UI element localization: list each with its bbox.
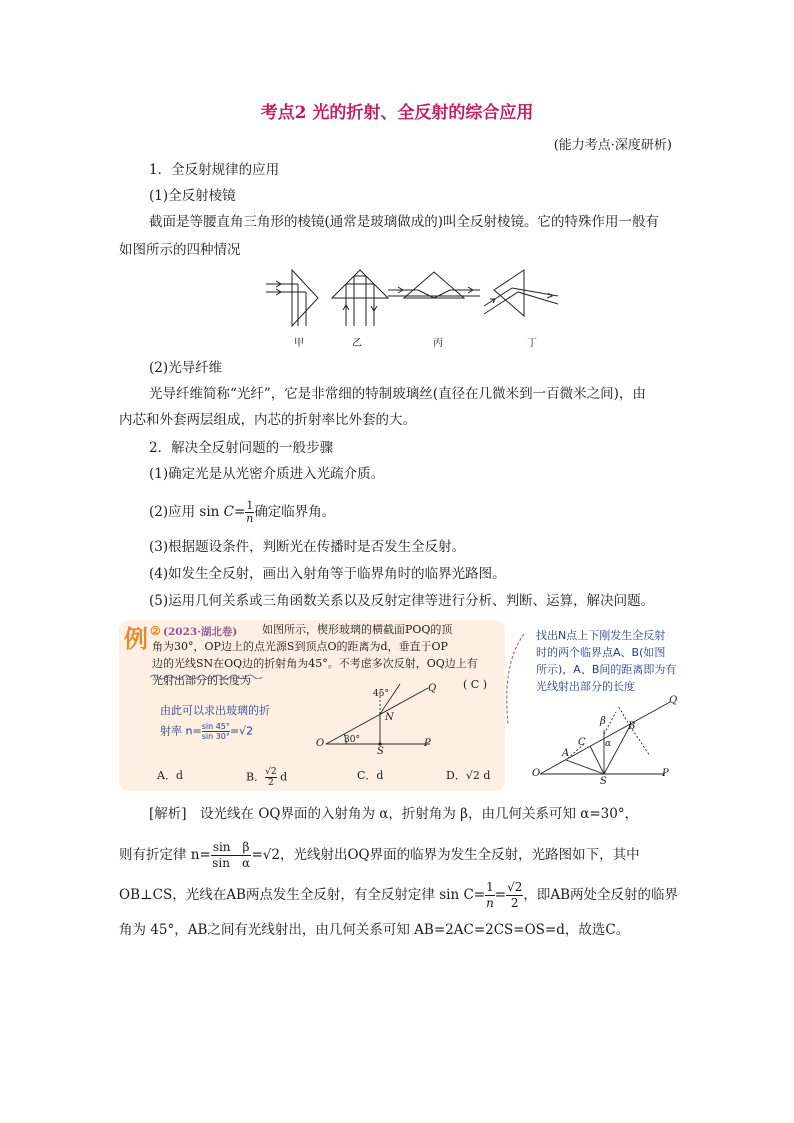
- paragraph-1-line-2: 如图所示的四种情况: [119, 242, 241, 258]
- step-1: (1)确定光是从光密介质进入光疏介质。: [149, 466, 385, 482]
- step-2-fraction: [245, 500, 254, 525]
- example-line-1: 如图所示，楔形玻璃的横截面POQ的顶: [262, 623, 453, 636]
- example-label-s: S: [377, 746, 384, 757]
- option-b-label: B．: [246, 770, 266, 784]
- annotation-connector: [498, 630, 528, 730]
- solution-line-2-fraction: [211, 840, 252, 871]
- step-2-prefix: (2)应用 sin: [149, 504, 224, 520]
- example-answer: ( C ): [463, 678, 487, 691]
- example-source: (2023·湖北卷): [163, 626, 238, 638]
- example-underline-wavy: [150, 665, 490, 679]
- step-5: (5)运用几何关系或三角函数关系以及反射定律等进行分析、判断、运算，解决问题。: [149, 593, 655, 609]
- example-marker: 例: [124, 624, 148, 653]
- example-label-n: N: [385, 712, 394, 723]
- solution-line-3-fraction-1-num: 1: [486, 880, 494, 894]
- solution-line-2-suffix: =√2，光线射出OQ界面的临界为发生全反射，光路图如下，其中: [251, 847, 640, 863]
- solution-line-3-fraction-1-den: n: [486, 896, 494, 910]
- step-4: (4)如发生全反射，画出入射角等于临界角时的临界光路图。: [149, 566, 506, 582]
- figure-label-ding: 丁: [527, 338, 537, 349]
- annotation-label-q: Q: [669, 695, 678, 706]
- example-note-suffix: =√2: [229, 724, 254, 738]
- solution-line-3-fraction-2-den: 2: [510, 896, 519, 910]
- example-label-p: P: [424, 738, 431, 749]
- prism-bing: [404, 272, 464, 298]
- example-line-3: 边的光线SN在OQ边的折射角为45°。不考虑多次反射，OQ边上有: [152, 657, 478, 670]
- example-number: ②: [150, 624, 161, 638]
- solution-line-3-fraction-1: [485, 880, 495, 911]
- annotation-label-a: A: [562, 748, 570, 759]
- example-line-2: 角为30°，OP边上的点光源S到顶点O的距离为d，垂直于OP: [152, 640, 448, 653]
- section-1-heading: 1．全反射规律的应用: [149, 162, 280, 178]
- section-2-heading: 2．解决全反射问题的一般步骤: [149, 440, 334, 456]
- option-b: [246, 767, 287, 788]
- example-wedge-figure: [310, 680, 500, 760]
- solution-line-1: [解析] 设光线在 OQ界面的入射角为 α，折射角为 β，由几何关系可知 α=30°，: [149, 806, 639, 822]
- solution-line-3-prefix: OB⊥CS，光线在AB两点发生全反射，有全反射定律 sin C=: [119, 887, 486, 903]
- figure-label-jia: 甲: [294, 338, 304, 349]
- annotation-line-1: 找出N点上下刚发生全反射: [536, 629, 666, 642]
- step-2-fraction-den: n: [246, 512, 254, 525]
- example-note-fraction-den: sin 30°: [201, 732, 230, 741]
- subsection-1-2: (2)光导纤维: [149, 360, 223, 376]
- annotation-line-2: 时的两个临界点A、B(如图: [536, 646, 666, 659]
- example-line-4: 光射出部分的长度为: [152, 674, 251, 687]
- paragraph-1-line-1: 截面是等腰直角三角形的棱镜(通常是玻璃做成的)叫全反射棱镜。它的特殊作用一般有: [149, 214, 660, 230]
- solution-line-2-fraction-num: sin β: [212, 840, 250, 854]
- step-2: [149, 500, 335, 525]
- page-title: 考点2 光的折射、全反射的综合应用: [260, 103, 534, 123]
- annotation-label-p: P: [662, 768, 669, 779]
- option-b-fraction: [265, 767, 276, 788]
- annotation-label-s: S: [600, 776, 607, 787]
- option-b-fraction-den: 2: [267, 778, 274, 788]
- step-2-equals: =: [234, 504, 246, 520]
- section-tag: (能力考点·深度研析): [553, 138, 672, 153]
- example-note-prefix: 射率 n=: [160, 724, 202, 738]
- example-label-o: O: [316, 738, 325, 749]
- annotation-label-b: B: [628, 721, 636, 732]
- subsection-1-1: (1)全反射棱镜: [149, 188, 236, 204]
- option-d: D．√2 d: [446, 769, 491, 782]
- step-2-symbol-c: C: [223, 504, 234, 520]
- annotation-line-3: 所示)，A、B间的距离即为有: [536, 663, 677, 676]
- option-b-fraction-num: √2: [265, 767, 277, 777]
- figure-label-yi: 乙: [352, 338, 362, 349]
- paragraph-2-line-2: 内芯和外套两层组成，内芯的折射率比外套的大。: [119, 412, 416, 428]
- solution-line-3: [119, 880, 678, 911]
- example-note-fraction-num: sin 45°: [201, 722, 230, 731]
- solution-line-2: [119, 840, 640, 871]
- example-angle-30: 30°: [344, 735, 360, 745]
- figure-label-bing: 丙: [433, 338, 443, 349]
- example-note-line-2: [160, 722, 253, 741]
- option-a: A．d: [157, 769, 183, 782]
- solution-line-3-fraction-2: [506, 880, 523, 911]
- step-3: (3)根据题设条件，判断光在传播时是否发生全反射。: [149, 539, 466, 555]
- prism-jia: [292, 270, 318, 326]
- prism-ding: [494, 270, 524, 316]
- annotation-label-c: C: [578, 737, 586, 748]
- step-2-suffix: 确定临界角。: [254, 504, 336, 520]
- annotation-label-alpha: α: [605, 739, 612, 749]
- prism-figures: [262, 266, 562, 332]
- option-b-tail: d: [280, 770, 288, 784]
- example-angle-45: 45°: [373, 689, 389, 699]
- annotation-wedge-figure: [530, 694, 710, 784]
- solution-line-3-equals: =: [494, 887, 507, 903]
- solution-line-2-prefix: 则有折定律 n=: [119, 847, 211, 863]
- example-label-q: Q: [428, 683, 437, 694]
- example-note-line-1: 由此可以求出玻璃的折: [160, 704, 270, 717]
- annotation-label-o: O: [532, 768, 541, 779]
- example-note-fraction: [202, 722, 230, 741]
- solution-line-3-fraction-2-num: √2: [507, 880, 523, 894]
- annotation-label-beta: β: [600, 716, 606, 727]
- annotation-line-4: 光线射出部分的长度: [536, 680, 635, 693]
- step-2-fraction-num: 1: [246, 499, 254, 512]
- option-c: C．d: [357, 769, 384, 782]
- solution-line-3-suffix: ，即AB两处全反射的临界: [523, 887, 679, 903]
- solution-line-4: 角为 45°，AB之间有光线射出，由几何关系可知 AB=2AC=2CS=OS=d，故选C。: [119, 922, 630, 938]
- paragraph-2-line-1: 光导纤维简称“光纤”，它是非常细的特制玻璃丝(直径在几微米到一百微米之间)，由: [149, 386, 646, 402]
- solution-line-2-fraction-den: sin α: [212, 856, 251, 870]
